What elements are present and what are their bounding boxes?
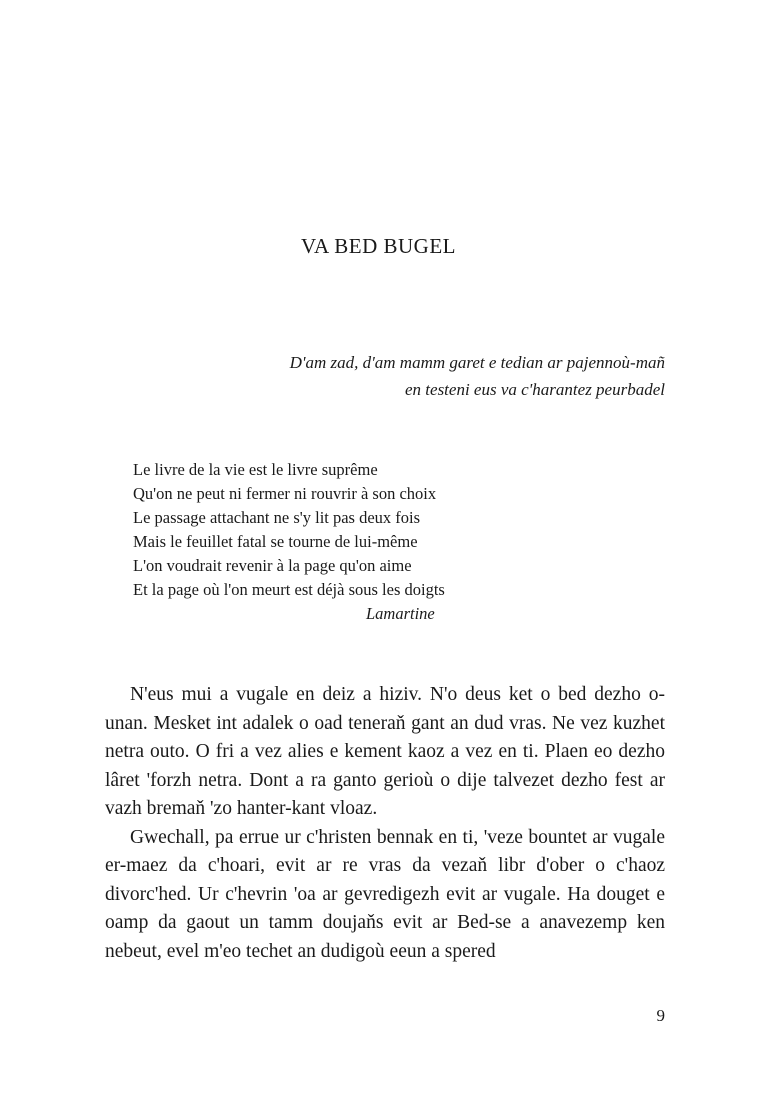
paragraph: N'eus mui a vugale en deiz a hiziv. N'o deus ket o bed dezho o-unan. Mesket int adalek o oad teneraň gant an dud vras. Ne vez kuzhet netra outo. O fri a vez alies e kement kaoz a vez en ti. Plaen eo dezho lâret 'forzh netra. Dont a ra ganto gerioù o dije talvezet dezho fest ar vazh bremaň 'zo hanter-kant vloaz. [105,684,665,819]
dedication [105,349,665,403]
epigraph-poem [133,458,633,626]
poem-line: Mais le feuillet fatal se tourne de lui-même [133,532,418,551]
chapter-title: VA BED BUGEL [301,234,456,258]
poem-line: Qu'on ne peut ni fermer ni rouvrir à son choix [133,484,437,503]
dedication-line: D'am zad, d'am mamm garet e tedian ar pajennoù-mañ [289,353,665,372]
paragraph: Gwechall, pa errue ur c'hristen bennak en ti, 'veze bountet ar vugale er-maez da c'hoari, evit ar re vras da vezaň libr d'ober o c'haoz divorc'hed. Ur c'hevrin 'oa ar gevredigezh evit ar vugale. Ha douget e oamp da gaout un tamm doujaňs evit ar Bed-se a anavezemp ken nebeut, evel m'eo techet an dudigoù eeun a spered [105,826,665,962]
poem-line: L'on voudrait revenir à la page qu'on aime [133,556,412,575]
body-text [105,681,665,966]
poem-line: Le passage attachant ne s'y lit pas deux fois [133,508,421,527]
poem-author: Lamartine [366,604,435,623]
poem-line: Et la page où l'on meurt est déjà sous les doigts [133,580,445,599]
page-number: 9 [656,1006,665,1025]
dedication-line: en testeni eus va c'harantez peurbadel [405,380,665,399]
poem-line: Le livre de la vie est le livre suprême [133,460,378,479]
